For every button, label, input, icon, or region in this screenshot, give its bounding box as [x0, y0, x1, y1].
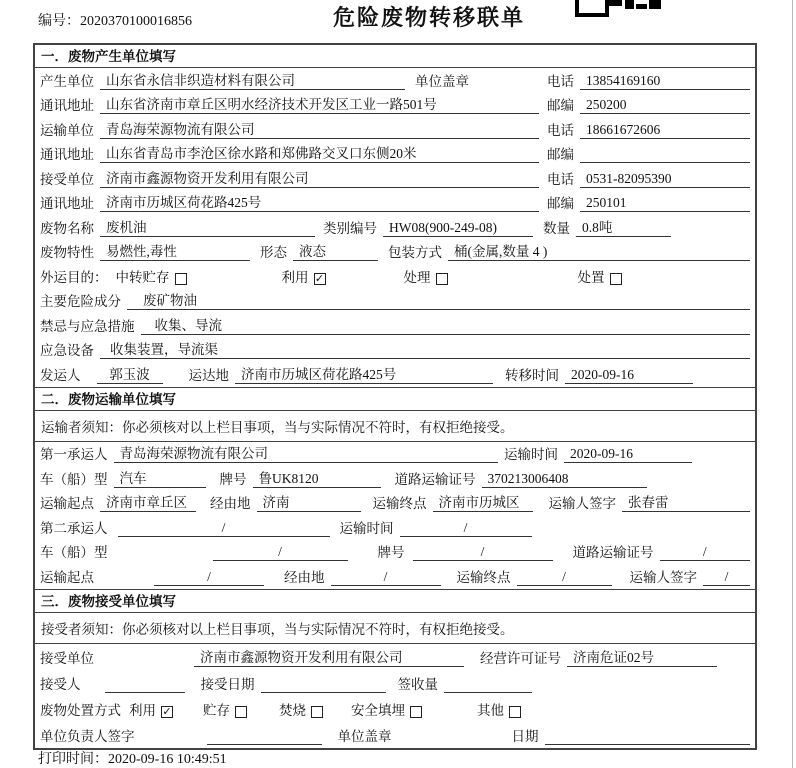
vehicle1-type-label: 车（船）型 [40, 471, 108, 487]
receiver-phone-label: 电话 [547, 171, 574, 187]
waste-category-value: HW08(900-249-08) [383, 220, 533, 237]
purpose-option-utilize-label: 利用 [281, 269, 309, 285]
first-carrier-value: 青岛海荣源物流有限公司 [114, 442, 499, 463]
page-title: 危险废物转移联单 [333, 5, 526, 30]
producer-label: 产生单位 [40, 73, 94, 89]
end2-value: / [517, 569, 612, 586]
sign1-value: 张春雷 [622, 491, 750, 512]
section3-title: 三．废物接受单位填写 [35, 589, 755, 613]
emergency-measures-value: 收集、导流 [141, 314, 751, 335]
emergency-equipment-label: 应急设备 [40, 343, 94, 358]
producer-row [35, 68, 755, 93]
producer-value: 山东省永信非织造材料有限公司 [100, 69, 405, 90]
consignor-row [35, 362, 755, 387]
waste-form-value: 液态 [293, 240, 378, 261]
print-time-label: 打印时间： [38, 752, 108, 767]
permit-value: 济南危证02号 [567, 646, 717, 667]
carrier1-time-label: 运输时间 [504, 447, 558, 462]
waste-name-label: 废物名称 [40, 220, 94, 236]
purpose-option-dispose-label: 处置 [577, 269, 605, 285]
waste-form-label: 形态 [260, 245, 287, 260]
serial-label: 编号： [38, 14, 80, 29]
end1-label: 运输终点 [372, 496, 427, 511]
transfer-purpose-row [35, 264, 755, 289]
receiver-notice-row [35, 613, 755, 644]
accepting-unit-row [35, 644, 755, 670]
disposal-storage-label: 贮存 [203, 702, 230, 718]
packing-label: 包装方式 [388, 245, 442, 260]
transfer-time-label: 转移时间 [505, 367, 559, 383]
responsible-signature-row [35, 722, 755, 748]
disposal-incinerate-checkbox [311, 706, 323, 718]
producer-address-row [35, 93, 755, 118]
via2-label: 经由地 [284, 569, 325, 585]
receiver-address-label: 通讯地址 [40, 196, 94, 211]
vehicle2-type-value: / [213, 544, 348, 561]
carrier2-time-value: / [400, 520, 532, 537]
hazard-component-value: 废矿物油 [127, 289, 750, 310]
road-cert2-label: 道路运输证号 [572, 545, 654, 560]
receiver-address-row [35, 191, 755, 216]
road-cert1-value: 370213006408 [482, 471, 647, 488]
via1-value: 济南 [257, 491, 361, 512]
transporter-notice-row [35, 411, 755, 442]
receiver-notice-label: 接受者须知： [41, 621, 122, 637]
disposal-method-row [35, 696, 755, 722]
acceptor-row [35, 670, 755, 696]
disposal-other-checkbox [509, 706, 521, 718]
emergency-equipment-row [35, 338, 755, 363]
vehicle2-type-label: 车（船）型 [40, 545, 108, 560]
sign1-label: 运输人签字 [548, 496, 616, 511]
waste-character-label: 废物特性 [40, 245, 94, 260]
packing-value: 桶(金属,数量 4 ) [448, 240, 750, 261]
receiver-value: 济南市鑫源物资开发利用有限公司 [100, 167, 539, 188]
manifest-form [33, 43, 757, 750]
disposal-storage-checkbox [235, 706, 247, 718]
receiver-label: 接受单位 [40, 171, 94, 187]
disposal-landfill-label: 安全填埋 [351, 702, 405, 718]
transporter-value: 青岛海荣源物流有限公司 [100, 118, 539, 139]
receiver-phone-value: 0531-82095390 [580, 171, 750, 188]
route2-row [35, 564, 755, 589]
end2-label: 运输终点 [456, 569, 511, 585]
seal-date-label: 日期 [511, 728, 539, 744]
page-right-edge-line [792, 0, 793, 768]
via2-value: / [331, 569, 441, 586]
consignor-label: 发运人 [40, 367, 81, 383]
accepting-unit-value: 济南市鑫源物资开发利用有限公司 [194, 646, 464, 667]
vehicle1-type-value: 汽车 [114, 467, 206, 488]
first-carrier-label: 第一承运人 [40, 447, 108, 462]
print-time-line [38, 748, 227, 768]
second-carrier-value: / [118, 520, 330, 537]
origin1-label: 运输起点 [40, 496, 94, 511]
purpose-utilize-checkbox: ✓ [314, 271, 325, 285]
unit-seal-label: 单位盖章 [415, 73, 469, 89]
waste-name-row [35, 215, 755, 240]
transporter-zip-label: 邮编 [547, 147, 574, 162]
transporter-address-value: 山东省青岛市李沧区徐水路和郑佛路交叉口东侧20米 [100, 142, 539, 163]
section2-title: 二．废物运输单位填写 [35, 387, 755, 411]
vehicle2-row [35, 540, 755, 565]
transporter-phone-label: 电话 [547, 122, 574, 138]
waste-character-value: 易燃性,毒性 [100, 240, 250, 261]
second-carrier-label: 第二承运人 [40, 520, 108, 536]
disposal-method-label: 废物处置方式 [40, 702, 121, 718]
origin2-value: / [154, 569, 264, 586]
receiver-zip-value: 250101 [580, 195, 750, 212]
waste-category-label: 类别编号 [323, 220, 377, 236]
qr-code-fragment-icon [575, 0, 663, 10]
transporter-address-label: 通讯地址 [40, 147, 94, 162]
purpose-option-treat-label: 处理 [403, 269, 431, 285]
plate1-value: 鲁UK8120 [253, 467, 381, 488]
waste-character-row [35, 240, 755, 265]
seal-date-value [545, 729, 751, 745]
consignor-value: 郭玉波 [97, 363, 163, 384]
transporter-row [35, 117, 755, 142]
first-carrier-row [35, 442, 755, 467]
purpose-storage-checkbox [175, 273, 187, 285]
signed-amount-label: 签收量 [397, 676, 438, 692]
waste-quantity-label: 数量 [543, 220, 570, 236]
hazard-component-label: 主要危险成分 [40, 294, 121, 309]
producer-address-label: 通讯地址 [40, 98, 94, 113]
carrier1-time-value: 2020-09-16 [564, 446, 692, 463]
permit-label: 经营许可证号 [480, 650, 561, 666]
road-cert2-value: / [660, 544, 751, 561]
disposal-other-label: 其他 [477, 702, 504, 718]
producer-phone-value: 13854169160 [580, 73, 750, 90]
plate2-value: / [413, 544, 553, 561]
carrier2-time-label: 运输时间 [339, 520, 394, 536]
sign2-label: 运输人签字 [629, 569, 697, 585]
print-time-value: 2020-09-16 10:49:51 [108, 752, 227, 767]
serial-value: 2020370100016856 [80, 14, 192, 29]
via1-label: 经由地 [210, 496, 251, 511]
responsible-signature-label: 单位负责人签字 [40, 728, 135, 744]
emergency-measures-row [35, 313, 755, 338]
purpose-dispose-checkbox [610, 273, 622, 285]
waste-quantity-value: 0.8吨 [576, 216, 671, 237]
disposal-incinerate-label: 焚烧 [279, 702, 306, 718]
producer-address-value: 山东省济南市章丘区明水经济技术开发区工业一路501号 [100, 93, 539, 114]
transporter-zip-value [580, 147, 750, 163]
second-carrier-row [35, 515, 755, 540]
responsible-signature-value [207, 729, 322, 745]
destination-value: 济南市历城区荷花路425号 [235, 363, 493, 384]
disposal-utilize-label: 利用 [129, 702, 156, 718]
acceptor-value [105, 677, 185, 693]
transporter-address-row [35, 142, 755, 167]
disposal-landfill-checkbox [410, 706, 422, 718]
receiver-row [35, 166, 755, 191]
route1-row [35, 491, 755, 516]
transfer-time-value: 2020-09-16 [565, 367, 693, 384]
receiver-address-value: 济南市历城区荷花路425号 [100, 191, 539, 212]
transporter-notice-text: 你必须核对以上栏目事项，当与实际情况不符时，有权拒绝接受。 [122, 419, 514, 435]
road-cert1-label: 道路运输证号 [394, 471, 476, 487]
vehicle1-row [35, 466, 755, 491]
purpose-treat-checkbox [436, 273, 448, 285]
serial-number-line [38, 10, 192, 30]
producer-zip-value: 250200 [580, 97, 750, 114]
accept-date-value [261, 677, 386, 693]
accept-date-label: 接受日期 [200, 676, 255, 692]
plate1-label: 牌号 [219, 471, 247, 487]
transporter-phone-value: 18661672606 [580, 122, 750, 139]
plate2-label: 牌号 [377, 545, 405, 560]
sign2-value: / [703, 569, 750, 586]
emergency-equipment-value: 收集装置，导流渠 [100, 338, 750, 359]
section1-title: 一．废物产生单位填写 [35, 45, 755, 68]
origin1-value: 济南市章丘区 [100, 491, 196, 512]
producer-phone-label: 电话 [547, 73, 574, 89]
hazard-component-row [35, 289, 755, 314]
purpose-option-storage-label: 中转贮存 [115, 269, 170, 285]
destination-label: 运达地 [188, 367, 229, 383]
receiver-notice-text: 你必须核对以上栏目事项，当与实际情况不符时，有权拒绝接受。 [122, 621, 514, 637]
signed-amount-value [444, 677, 532, 693]
end1-value: 济南市历城区 [433, 491, 533, 512]
waste-name-value: 废机油 [100, 216, 315, 237]
disposal-utilize-checkbox: ✓ [162, 704, 172, 718]
accepting-unit-label: 接受单位 [40, 650, 94, 666]
transporter-label: 运输单位 [40, 122, 94, 138]
unit-seal2-label: 单位盖章 [337, 728, 392, 744]
transfer-purpose-label: 外运目的： [40, 269, 108, 285]
transporter-notice-label: 运输者须知： [41, 419, 122, 435]
receiver-zip-label: 邮编 [547, 196, 574, 211]
origin2-label: 运输起点 [40, 569, 94, 585]
acceptor-label: 接受人 [40, 676, 81, 692]
emergency-measures-label: 禁忌与应急措施 [40, 318, 135, 334]
producer-zip-label: 邮编 [547, 98, 574, 113]
